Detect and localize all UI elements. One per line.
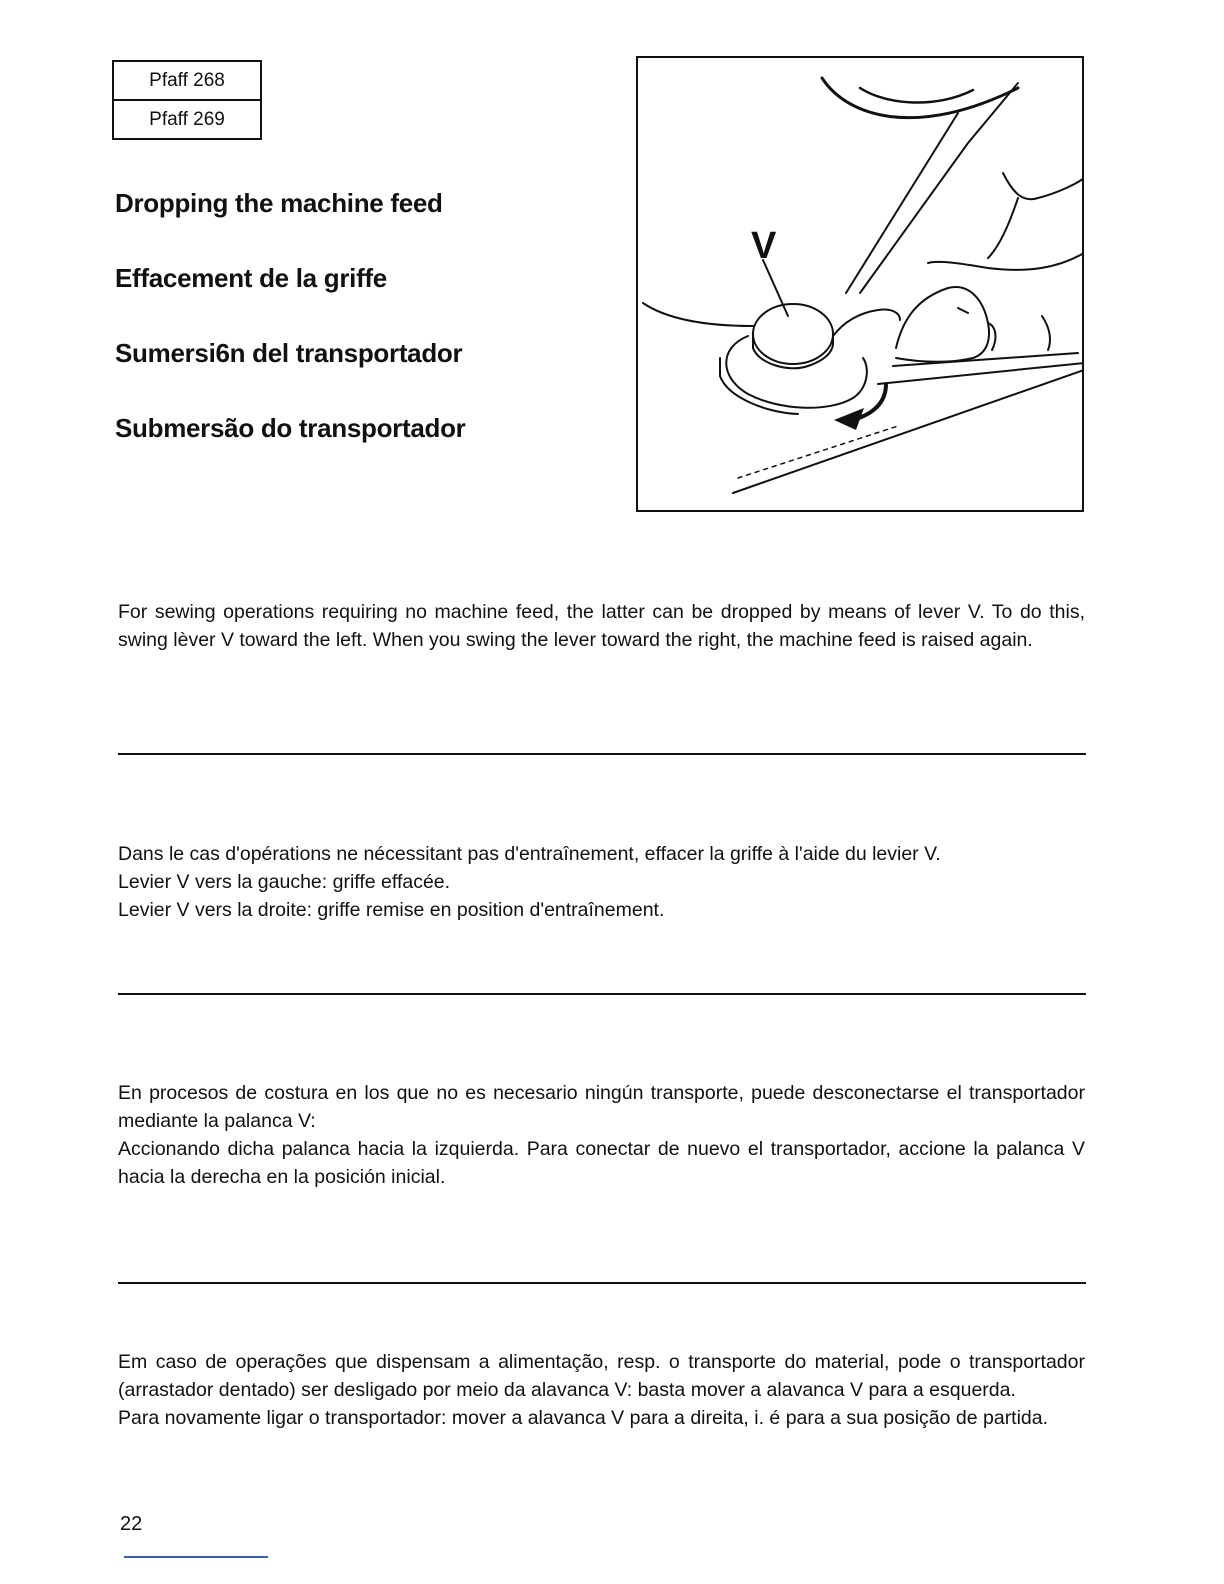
spanish-line: En procesos de costura en los que no es necesario ningún transporte, puede desconectarse el transportador mediante la palanca V: (118, 1082, 1085, 1132)
spanish-paragraph (118, 1079, 1085, 1191)
model-box (112, 60, 262, 140)
portuguese-line: Em caso de operações que dispensam a alimentação, resp. o transporte do material, pode o transportador (arrastador dentado) ser desligado por meio da alavanca V: basta mover a alavanca V para a esquerda. (118, 1351, 1085, 1401)
footer-line (124, 1556, 268, 1558)
divider (118, 1282, 1086, 1284)
english-text: For sewing operations requiring no machine feed, the latter can be dropped by means of lever V. To do this, swing lèver V toward the left. When you swing the lever toward the right, the machine feed is raised again. (118, 601, 1085, 651)
model-label: Pfaff 269 (114, 99, 260, 138)
heading-portuguese: Submersão do transportador (115, 413, 466, 443)
hand-lever-drawing (638, 58, 1082, 510)
english-paragraph (118, 598, 1085, 654)
model-label: Pfaff 268 (149, 70, 225, 91)
heading-french: Effacement de la griffe (115, 263, 387, 293)
lever-label: V (751, 225, 777, 267)
portuguese-paragraph (118, 1348, 1085, 1432)
spanish-line: Accionando dicha palanca hacia la izquierda. Para conectar de nuevo el transportador, accione la palanca V hacia la derecha en la posición inicial. (118, 1138, 1085, 1188)
portuguese-line: Para novamente ligar o transportador: mover a alavanca V para a direita, i. é para a sua posição de partida. (118, 1407, 1049, 1429)
heading-english: Dropping the machine feed (115, 188, 443, 218)
french-line: Levier V vers la droite: griffe remise en position d'entraînement. (118, 899, 665, 921)
divider (118, 753, 1086, 755)
divider (118, 993, 1086, 995)
french-line: Levier V vers la gauche: griffe effacée. (118, 871, 451, 893)
lever-illustration (636, 56, 1084, 512)
page-number: 22 (120, 1513, 143, 1535)
heading-spanish: Sumersi6n del transportador (115, 338, 463, 368)
french-paragraph (118, 840, 1085, 924)
french-line: Dans le cas d'opérations ne nécessitant pas d'entraînement, effacer la griffe à l'aide du levier V. (118, 843, 941, 865)
